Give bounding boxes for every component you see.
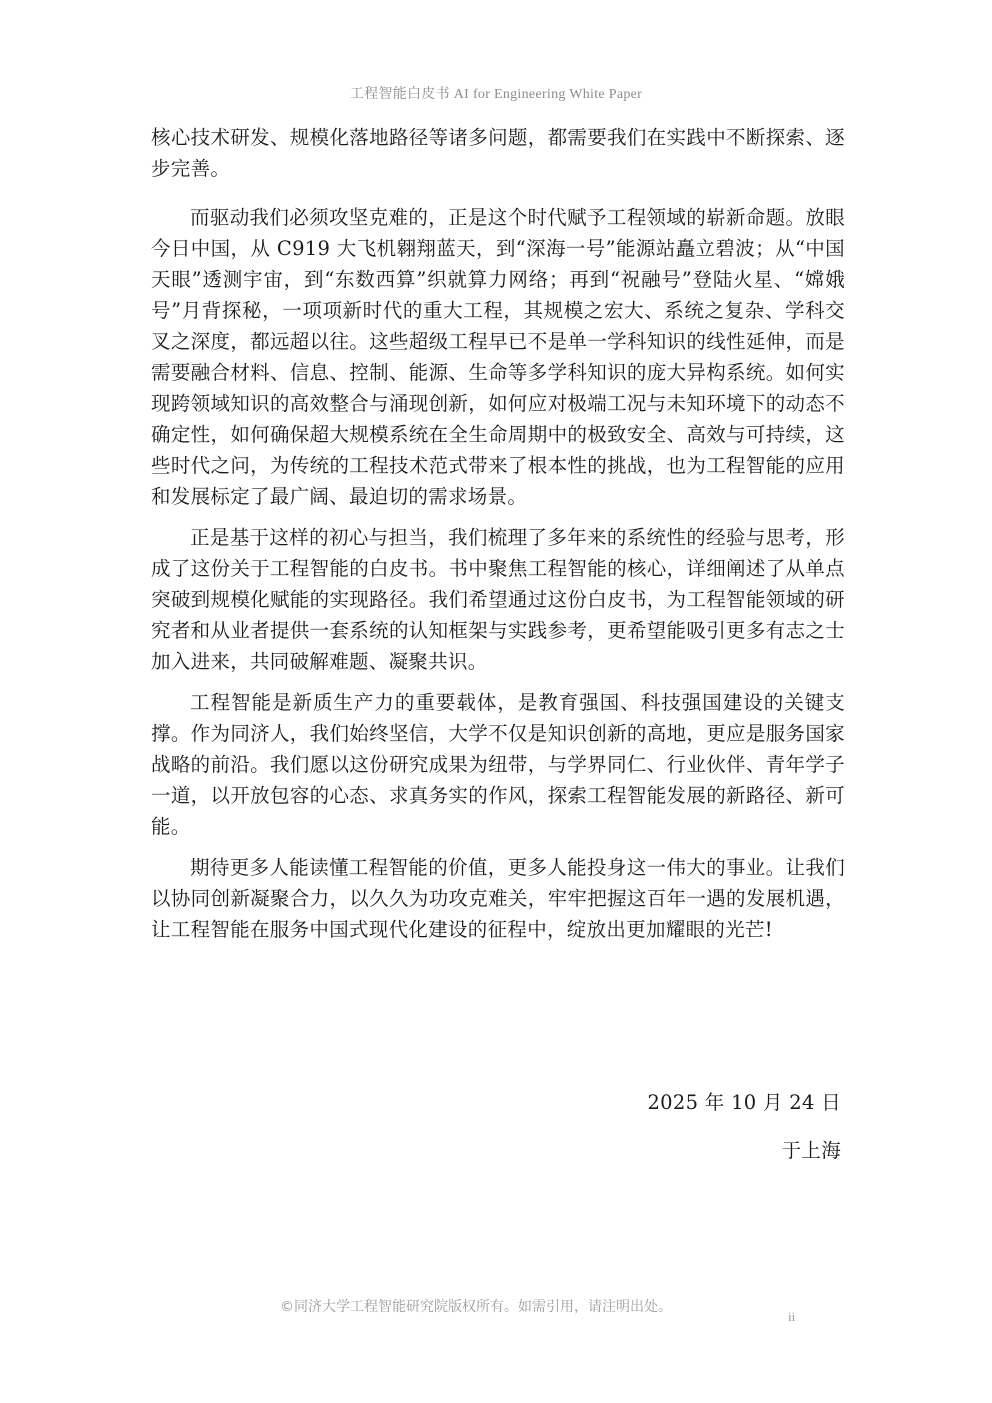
paragraph-continued: 核心技术研发、规模化落地路径等诸多问题，都需要我们在实践中不断探索、逐步完善。 [151,126,845,180]
signature-date: 2025 年 10 月 24 日 [647,1091,841,1114]
paragraph-tongji-mission: 工程智能是新质生产力的重要载体，是教育强国、科技强国建设的关键支撑。作为同济人，我们始终坚信，大学不仅是知识创新的高地，更应是服务国家战略的前沿。我们愿以这份研究成果为纽带，与学界同仁、行业伙伴、青年学子一道，以开放包容的心态、求真务实的作风，探索工程智能发展的新路径、新可能。 [151,691,845,838]
page-number: ii [788,1309,796,1324]
footer-copyright: ©同济大学工程智能研究院版权所有。如需引用，请注明出处。 [280,1299,672,1315]
running-header: 工程智能白皮书 AI for Engineering White Paper [349,87,643,102]
paragraph-closing-call: 期待更多人能读懂工程智能的价值，更多人能投身这一伟大的事业。让我们以协同创新凝聚合力，以久久为功攻克难关，牢牢把握这百年一遇的发展机遇，让工程智能在服务中国式现代化建设的征程中，绽放出更加耀眼的光芒! [151,856,845,941]
signature-place: 于上海 [781,1139,841,1162]
paragraph-white-paper-purpose: 正是基于这样的初心与担当，我们梳理了多年来的系统性的经验与思考，形成了这份关于工程智能的白皮书。书中聚焦工程智能的核心，详细阐述了从单点突破到规模化赋能的实现路径。我们希望通过这份白皮书，为工程智能领域的研究者和从业者提供一套系统的认知框架与实践参考，更希望能吸引更多有志之士加入进来，共同破解难题、凝聚共识。 [151,526,845,673]
paragraph-era-challenges: 而驱动我们必须攻坚克难的，正是这个时代赋予工程领域的崭新命题。放眼今日中国，从 C919 大飞机翱翔蓝天，到“深海一号”能源站矗立碧波；从“中国天眼”透测宇宙，到“东数西算”织就算力网络；再到“祝融号”登陆火星、“嫦娥号”月背探秘，一项项新时代的重大工程，其规模之宏大、系统之复杂、学科交叉之深度，都远超以往。这些超级工程早已不是单一学科知识的线性延伸，而是需要融合材料、信息、控制、能源、生命等多学科知识的庞大异构系统。如何实现跨领域知识的高效整合与涌现创新，如何应对极端工况与未知环境下的动态不确定性，如何确保超大规模系统在全生命周期中的极致安全、高效与可持续，这些时代之问，为传统的工程技术范式带来了根本性的挑战，也为工程智能的应用和发展标定了最广阔、最迫切的需求场景。 [151,206,845,508]
body-text [151,122,845,955]
